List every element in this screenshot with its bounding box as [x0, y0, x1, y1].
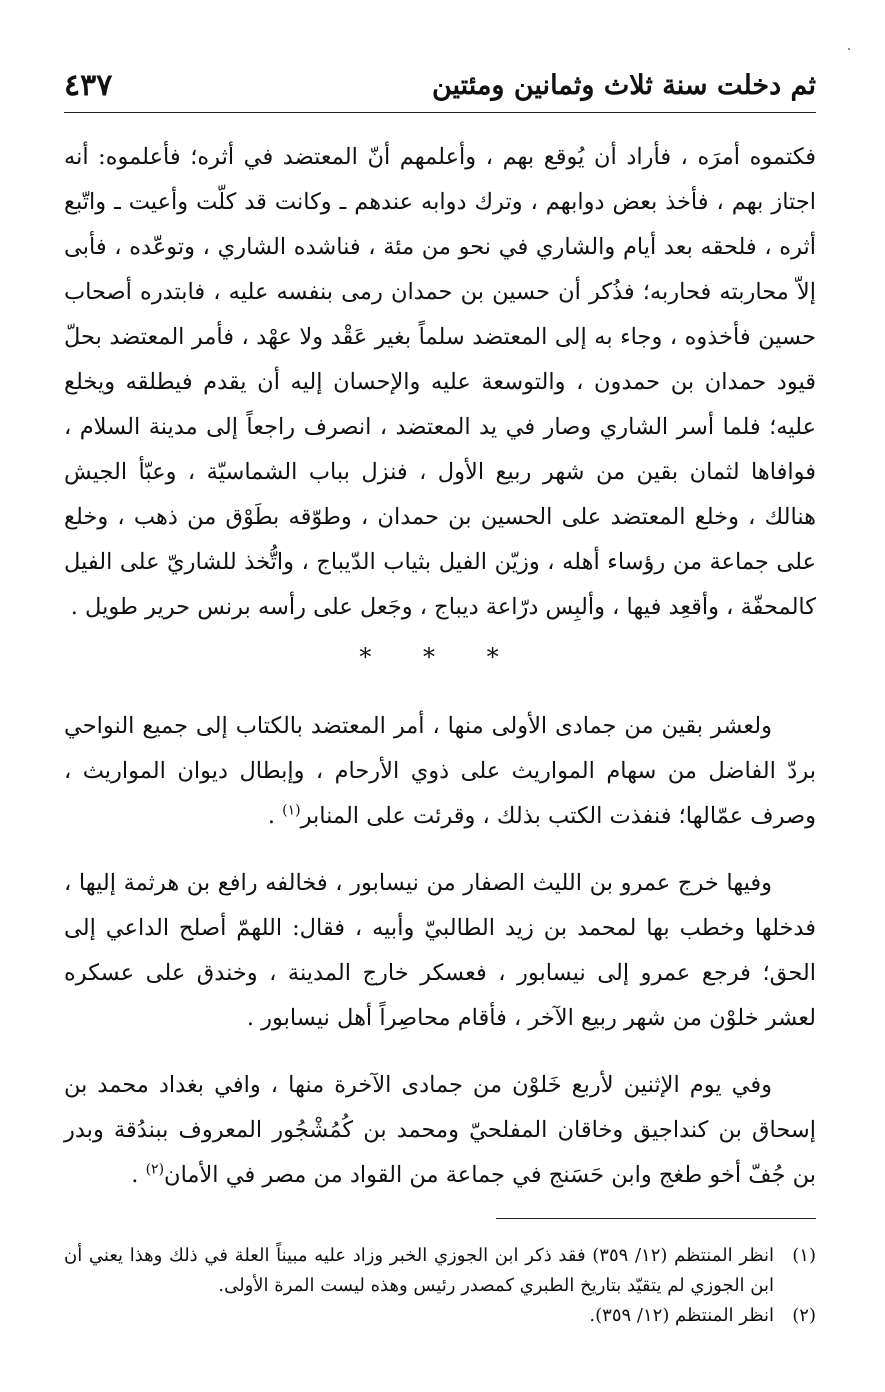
paragraph: فكتموه أمرَه ، فأراد أن يُوقع بهم ، وأعلمهم أنّ المعتضد في أثره؛ فأعلموه: أنه اجتاز بهم ، فأخذ بعض دوابهم ، وترك دوابه عندهم ـ وكانت قد كلّت وأعيت ـ واتّبع أثره ، فلحقه بعد أيام والشاري في نحو من مئة ، فناشده الشاري ، وتوعّده ، فأبى إلاّ محاربته فحاربه؛ فذُكر أن حسين بن حمدان رمى بنفسه عليه ، فابتدره أصحاب حسين فأخذوه ، وجاء به إلى المعتضد سلماً بغير عَقْد ولا عهْد ، فأمر المعتضد بحلّ قيود حمدان بن حمدون ، والتوسعة عليه والإحسان إليه أن يقدم فيطلقه ويخلع عليه؛ فلما أسر الشاري وصار في يد المعتضد ، انصرف راجعاً إلى مدينة السلام ، فوافاها لثمان بقين من شهر ربيع الأول ، فنزل بباب الشماسيّة ، وعبّأ الجيش هنالك ، وخلع المعتضد على الحسين بن حمدان ، وطوّقه بطَوْق من ذهب ، وخلع على جماعة من رؤساء أهله ، وزيّن الفيل بثياب الدّيباج ، واتُّخذ للشاريّ على الفيل كالمحفّة ، وأقعِد فيها ، وألبِس درّاعة ديباج ، وجَعل على رأسه برنس حرير طويل .: [64, 144, 816, 620]
running-header: [64, 60, 816, 113]
running-title: ثم دخلت سنة ثلاث وثمانين ومئتين: [431, 70, 816, 101]
footnote-mark: (٢): [792, 1305, 816, 1326]
page-number: ٤٣٧: [64, 68, 113, 103]
footnote-ref: (١): [282, 802, 301, 819]
paragraph: وفيها خرج عمرو بن الليث الصفار من نيسابور ، فخالفه رافع بن هرثمة إليها ، فدخلها وخطب بها لمحمد بن زيد الطالبيّ وأبيه ، فقال: اللهمّ أصلح الداعي إلى الحق؛ فرجع عمرو إلى نيسابور ، فعسكر خارج المدينة ، وخندق على عسكره لعشر خلوْن من شهر ربيع الآخر ، فأقام محاصِراً أهل نيسابور .: [64, 870, 816, 1031]
footnote: [64, 1301, 816, 1331]
footnote-separator: [496, 1218, 816, 1219]
scan-speck: [848, 48, 850, 50]
footnote-text: انظر المنتظم (١٢/ ٣٥٩) فقد ذكر ابن الجوزي الخبر وزاد عليه مبيناً العلة في ذلك وهذا يعني أن ابن الجوزي لم يتقيّد بتاريخ الطبري كمصدر رئيس وهذه ليست المرة الأولى.: [64, 1245, 774, 1296]
paragraph-text: وفي يوم الإثنين لأربع خَلوْن من جمادى الآخرة منها ، وافي بغداد محمد بن إسحاق بن كنداجيق وخاقان المفلحيّ ومحمد بن كُمُشْجُور المعروف ببندُقة وبدر بن جُفّ أخو طغج وابن حَسَنج في جماعة من القواد من مصر في الأمان: [64, 1072, 816, 1188]
paragraph: [64, 704, 816, 839]
footnote: [64, 1241, 816, 1301]
paragraph: [64, 1063, 816, 1198]
footnote-text: انظر المنتظم (١٢/ ٣٥٩).: [589, 1305, 774, 1326]
footnote-mark: (١): [792, 1245, 816, 1266]
footnotes: [64, 1241, 816, 1331]
paragraph-text: ولعشر بقين من جمادى الأولى منها ، أمر المعتضد بالكتاب إلى جميع النواحي بردّ الفاضل من سهام المواريث على ذوي الأرحام ، وإبطال ديوان المواريث ، وصرف عمّالها؛ فنفذت الكتب بذلك ، وقرئت على المنابر: [64, 713, 816, 829]
sentence-end: .: [267, 803, 283, 829]
main-text: [64, 135, 816, 1198]
section-divider: * * *: [359, 643, 521, 671]
book-page: [64, 60, 816, 1331]
sentence-end: .: [131, 1162, 146, 1188]
footnote-ref: (٢): [145, 1161, 165, 1178]
